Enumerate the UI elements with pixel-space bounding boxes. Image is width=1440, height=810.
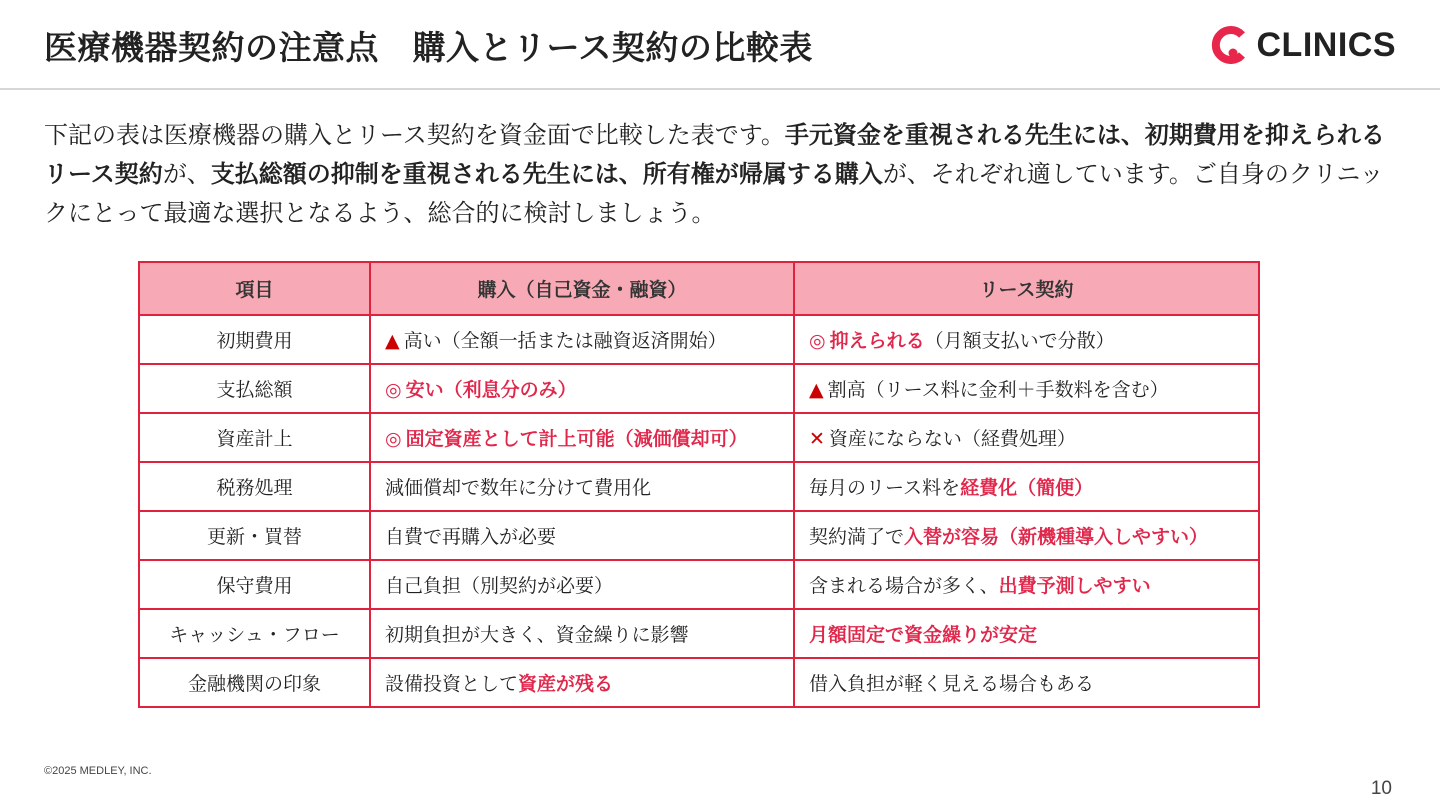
header-purchase: 購入（自己資金・融資） [370,262,794,315]
purchase-cell [370,462,794,511]
purchase-cell [370,315,794,364]
table-row [139,658,1259,707]
cell-text: 自費で再購入が必要 [385,526,557,548]
clinics-logo [1209,24,1397,66]
cell-highlight: 抑えられる [829,330,925,352]
table-row [139,560,1259,609]
table-row [139,511,1259,560]
page-number: 10 [1370,778,1392,799]
cell-highlight: 出費予測しやすい [998,575,1151,597]
cross-icon: ✕ [809,428,825,450]
lease-cell [794,658,1259,707]
lease-cell [794,462,1259,511]
row-item: 保守費用 [139,560,370,609]
triangle-icon: ▲ [809,379,824,401]
triangle-icon: ▲ [385,330,400,352]
intro-paragraph [44,116,1394,233]
cell-text: 借入負担が軽く見える場合もある [809,673,1095,695]
purchase-cell [370,413,794,462]
row-item: 支払総額 [139,364,370,413]
copyright-notice: ©2025 MEDLEY, INC. [44,765,152,777]
intro-sentence-1: 下記の表は医療機器の購入とリース契約を資金面で比較した表です。 [44,121,785,149]
slide-header [0,0,1440,90]
header-item: 項目 [139,262,370,315]
cell-text: 設備投資として [385,673,519,695]
double-circle-icon: ◎ [385,428,402,450]
cell-text: 含まれる場合が多く、 [809,575,999,597]
row-item: 資産計上 [139,413,370,462]
table-header-row [139,262,1259,315]
row-item: 初期費用 [139,315,370,364]
intro-connector: が、 [162,160,211,188]
cell-text: 契約満了で [809,526,905,548]
purchase-cell [370,609,794,658]
row-item: 税務処理 [139,462,370,511]
cell-highlight: 経費化（簡便） [960,477,1094,499]
table-row [139,462,1259,511]
cell-text: 高い（全額一括または融資返済開始） [403,330,727,352]
cell-text: 自己負担（別契約が必要） [385,575,614,597]
lease-cell [794,511,1259,560]
slide-title: 医療機器契約の注意点 購入とリース契約の比較表 [44,28,813,67]
row-item: 金融機関の印象 [139,658,370,707]
purchase-cell [370,560,794,609]
table-row [139,609,1259,658]
purchase-cell [370,511,794,560]
cell-text: 割高（リース料に金利＋手数料を含む） [827,379,1169,401]
lease-cell [794,609,1259,658]
cell-highlight: 固定資産として計上可能（減価償却可） [405,428,748,450]
purchase-cell [370,364,794,413]
double-circle-icon: ◎ [809,330,826,352]
cell-text: 毎月のリース料を [809,477,961,499]
header-lease: リース契約 [794,262,1259,315]
intro-sentence-end: が、それぞれ適しています。ご自身のクリニックにとって最適な選択となるよう、総合的に検討しましょう。 [44,160,1384,227]
table-row [139,413,1259,462]
cell-highlight: 資産が残る [518,673,614,695]
cell-text: 減価償却で数年に分けて費用化 [385,477,652,499]
cell-text: 資産にならない（経費処理） [828,428,1076,450]
intro-emphasis-purchase: 支払総額の抑制を重視される先生には、所有権が帰属する購入 [210,160,883,188]
lease-cell [794,560,1259,609]
purchase-cell [370,658,794,707]
lease-cell [794,413,1259,462]
lease-cell [794,364,1259,413]
table-row [139,315,1259,364]
row-item: 更新・買替 [139,511,370,560]
row-item: キャッシュ・フロー [139,609,370,658]
cell-text: （月額支払いで分散） [924,330,1115,352]
table-row [139,364,1259,413]
cell-highlight: 入替が容易（新機種導入しやすい） [904,526,1209,548]
cell-highlight: 月額固定で資金繰りが安定 [809,624,1038,646]
clinics-logo-icon [1209,25,1249,65]
cell-highlight: 安い（利息分のみ） [405,379,577,401]
comparison-table [138,261,1260,708]
double-circle-icon: ◎ [385,379,402,401]
intro-emphasis-lease: 手元資金を重視される先生には、初期費用を抑えられるリース契約 [44,121,1385,188]
clinics-logo-text: CLINICS [1256,25,1396,64]
cell-text: 初期負担が大きく、資金繰りに影響 [385,624,689,646]
lease-cell [794,315,1259,364]
